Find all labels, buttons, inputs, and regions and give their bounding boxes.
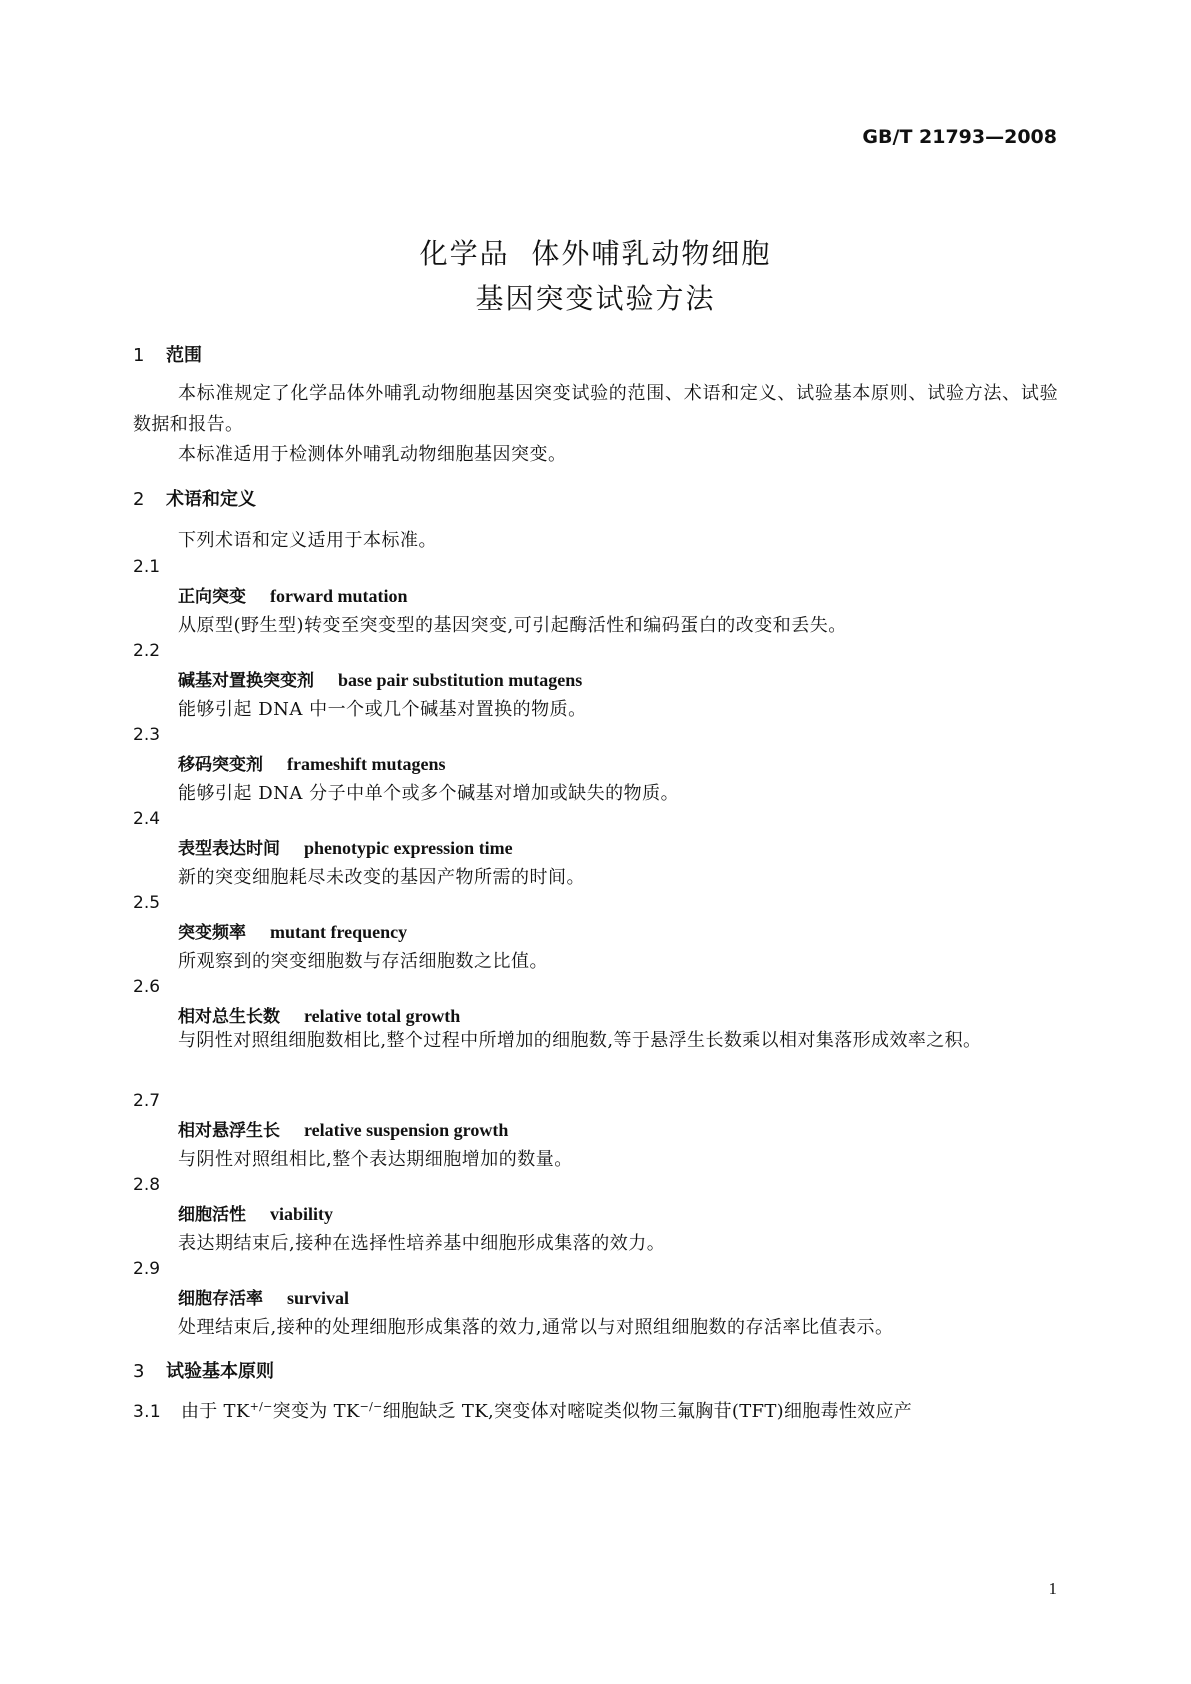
superscript: +/−: [249, 1400, 273, 1413]
term-number: 2.8: [133, 1175, 161, 1195]
term-heading: [178, 666, 582, 691]
term-definition: 表达期结束后,接种在选择性培养基中细胞形成集落的效力。: [178, 1233, 666, 1254]
term-number: 2.9: [133, 1259, 161, 1279]
principle-3-1: [133, 1397, 912, 1423]
term-english: frameshift mutagens: [287, 754, 446, 774]
section-3-heading: [133, 1357, 274, 1383]
term-heading: [178, 750, 445, 775]
term-number: 2.6: [133, 977, 161, 997]
subsection-number: 3.1: [133, 1402, 161, 1422]
term-chinese: 碱基对置换突变剂: [178, 671, 314, 691]
section-title: 范围: [166, 345, 202, 366]
term-number: 2.5: [133, 893, 161, 913]
term-definition: 新的突变细胞耗尽未改变的基因产物所需的时间。: [178, 867, 585, 888]
term-chinese: 正向突变: [178, 587, 246, 607]
section-title: 试验基本原则: [166, 1361, 274, 1382]
section-number: 3: [133, 1361, 145, 1382]
term-english: phenotypic expression time: [304, 838, 513, 858]
scope-paragraph-1: 本标准规定了化学品体外哺乳动物细胞基因突变试验的范围、术语和定义、试验基本原则、试验方法、试验数据和报告。: [133, 383, 1058, 435]
superscript: −/−: [359, 1400, 383, 1413]
term-english: survival: [287, 1288, 350, 1308]
term-number: 2.3: [133, 725, 161, 745]
term-definition: 与阴性对照组细胞数相比,整个过程中所增加的细胞数,等于悬浮生长数乘以相对集落形成效率之积。: [178, 1030, 982, 1051]
document-title-line-2: 基因突变试验方法: [475, 282, 716, 315]
term-chinese: 相对悬浮生长: [178, 1121, 280, 1141]
term-english: forward mutation: [270, 586, 408, 606]
section-2-heading: [133, 485, 256, 511]
term-heading: [178, 1116, 508, 1141]
term-heading: [178, 582, 408, 607]
term-definition: 能够引起 DNA 中一个或几个碱基对置换的物质。: [178, 699, 587, 720]
term-english: mutant frequency: [270, 922, 408, 942]
term-number: 2.7: [133, 1091, 161, 1111]
term-chinese: 相对总生长数: [178, 1007, 280, 1027]
principle-text-c: 细胞缺乏 TK,突变体对嘧啶类似物三氟胸苷(TFT)细胞毒性效应产: [382, 1401, 913, 1422]
term-chinese: 细胞活性: [178, 1205, 246, 1225]
term-definition: 处理结束后,接种的处理细胞形成集落的效力,通常以与对照组细胞数的存活率比值表示。: [178, 1317, 894, 1338]
term-number: 2.1: [133, 557, 161, 577]
document-title-line-1: 化学品 体外哺乳动物细胞: [419, 237, 772, 270]
standard-number: GB/T 21793—2008: [862, 126, 1057, 148]
term-chinese: 移码突变剂: [178, 755, 263, 775]
section-number: 2: [133, 489, 145, 510]
term-chinese: 突变频率: [178, 923, 246, 943]
term-number: 2.4: [133, 809, 161, 829]
term-english: relative total growth: [304, 1006, 461, 1026]
terms-intro: 下列术语和定义适用于本标准。: [178, 530, 437, 551]
term-heading: [178, 1002, 460, 1027]
term-heading: [178, 834, 513, 859]
section-title: 术语和定义: [166, 489, 256, 510]
term-definition: 与阴性对照组相比,整个表达期细胞增加的数量。: [178, 1149, 573, 1170]
term-chinese: 表型表达时间: [178, 839, 280, 859]
term-definition: 能够引起 DNA 分子中单个或多个碱基对增加或缺失的物质。: [178, 783, 680, 804]
principle-text-b: 突变为 TK: [272, 1401, 360, 1422]
term-definition: 所观察到的突变细胞数与存活细胞数之比值。: [178, 951, 548, 972]
term-heading: [178, 918, 407, 943]
term-english: viability: [270, 1204, 334, 1224]
term-number: 2.2: [133, 641, 161, 661]
term-heading: [178, 1284, 349, 1309]
term-english: relative suspension growth: [304, 1120, 509, 1140]
principle-text-a: 由于 TK: [180, 1401, 250, 1422]
scope-paragraph-2: 本标准适用于检测体外哺乳动物细胞基因突变。: [178, 444, 567, 465]
term-english: base pair substitution mutagens: [338, 670, 583, 690]
page-number: 1: [1048, 1579, 1057, 1598]
term-heading: [178, 1200, 333, 1225]
term-definition: 从原型(野生型)转变至突变型的基因突变,可引起酶活性和编码蛋白的改变和丢失。: [178, 615, 847, 636]
term-chinese: 细胞存活率: [178, 1289, 263, 1309]
section-number: 1: [133, 345, 145, 366]
section-1-heading: [133, 341, 202, 367]
